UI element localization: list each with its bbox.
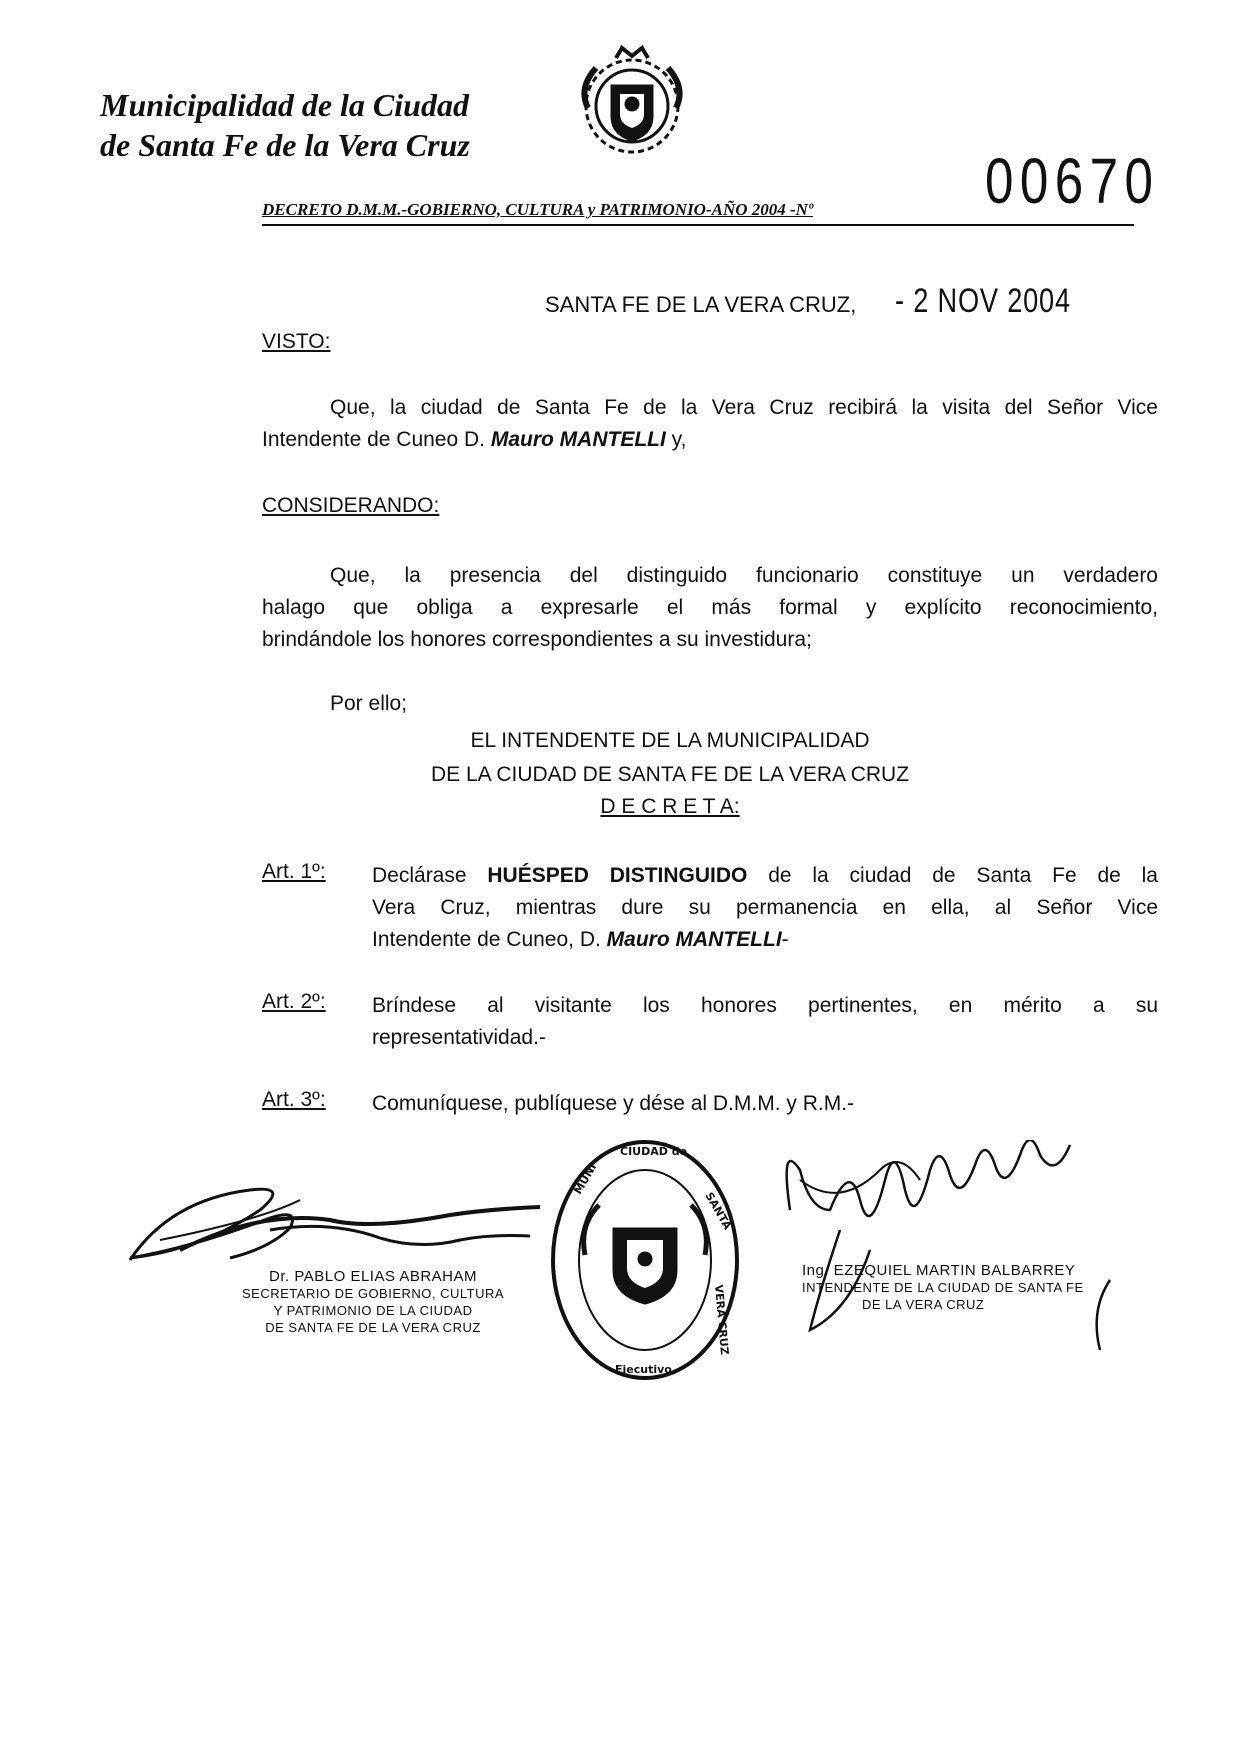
municipality-line-2: de Santa Fe de la Vera Cruz <box>100 127 470 163</box>
authority-line-2: DE LA CIUDAD DE SANTA FE DE LA VERA CRUZ <box>430 763 910 786</box>
signature-left-title-3: DE SANTA FE DE LA VERA CRUZ <box>265 1320 481 1335</box>
date-place: SANTA FE DE LA VERA CRUZ, <box>545 292 857 317</box>
coat-of-arms-icon <box>568 38 696 166</box>
considerando-line-3: brindándole los honores correspondientes a su investidura; <box>262 628 812 651</box>
decreto-label: DECRETO D.M.M.-GOBIERNO, CULTURA y PATRIMONIO-AÑO 2004 -Nº <box>262 200 814 219</box>
signature-left-name: Dr. PABLO ELIAS ABRAHAM <box>269 1268 478 1285</box>
article-1-label: Art. 1º: <box>262 860 326 883</box>
decreta-text: D E C R E T A: <box>600 795 740 818</box>
considerando-line-2: halago que obliga a expresarle el más formal y explícito reconocimiento, <box>262 596 1158 619</box>
visto-end: y, <box>665 428 687 451</box>
decreto-number: 00670 <box>985 145 1160 217</box>
article-1-line-1 <box>372 860 1158 892</box>
article-1-bold: HUÉSPED DISTINGUIDO <box>487 864 748 887</box>
visto-text: Intendente de Cuneo D. <box>262 428 491 451</box>
authority-line-1: EL INTENDENTE DE LA MUNICIPALIDAD <box>470 729 870 752</box>
visto-line-2 <box>262 424 686 456</box>
signature-right-block <box>802 1262 1084 1313</box>
svg-text:Ejecutivo: Ejecutivo <box>615 1363 672 1376</box>
article-2-line-2: representatividad.- <box>372 1026 546 1049</box>
svg-text:MUNI: MUNI <box>571 1161 600 1197</box>
signature-left-block <box>242 1268 504 1336</box>
article-1-line-2: Vera Cruz, mientras dure su permanencia en ella, al Señor Vice <box>372 896 1158 919</box>
svg-text:VERA CRUZ: VERA CRUZ <box>712 1284 732 1356</box>
por-ello: Por ello; <box>330 692 408 715</box>
considerando-heading: CONSIDERANDO: <box>262 494 440 517</box>
article-3-line-1: Comuníquese, publíquese y dése al D.M.M. y R.M.- <box>372 1092 855 1115</box>
svg-text:SANTA: SANTA <box>702 1190 735 1232</box>
visto-heading: VISTO: <box>262 330 331 353</box>
signature-left-title-2: Y PATRIMONIO DE LA CIUDAD <box>273 1303 473 1318</box>
article-1-pre: Declárase <box>372 864 488 887</box>
signature-right-name: Ing. EZEQUIEL MARTIN BALBARREY <box>802 1262 1076 1279</box>
date-stamp: - 2 NOV 2004 <box>895 282 1071 320</box>
signature-right-scribble <box>780 1140 1150 1365</box>
signature-right-title-2: DE LA VERA CRUZ <box>862 1297 985 1312</box>
decreta-heading <box>330 790 1010 824</box>
article-2-line-1: Bríndese al visitante los honores pertinentes, en mérito a su <box>372 994 1158 1017</box>
visto-name: Mauro MANTELLI <box>490 428 666 451</box>
signature-left-title-1: SECRETARIO DE GOBIERNO, CULTURA <box>242 1286 505 1301</box>
municipality-name <box>100 85 470 165</box>
signature-right-title-1: INTENDENTE DE LA CIUDAD DE SANTA FE <box>802 1280 1084 1295</box>
considerando-line-1: Que, la presencia del distinguido funcionario constituye un verdadero <box>330 564 1158 587</box>
visto-line-1: Que, la ciudad de Santa Fe de la Vera Cruz recibirá la visita del Señor Vice <box>330 396 1158 419</box>
signature-left-scribble <box>120 1170 550 1280</box>
municipality-line-1: Municipalidad de la Ciudad <box>100 87 469 123</box>
article-3-label: Art. 3º: <box>262 1088 326 1111</box>
article-1-rest: de la ciudad de Santa Fe de la <box>747 864 1158 887</box>
article-1-l3-pre: Intendente de Cuneo, D. <box>372 928 607 951</box>
article-1-l3-post: - <box>781 928 789 951</box>
official-seal-icon <box>545 1135 745 1385</box>
article-1-name: Mauro MANTELLI <box>606 928 782 951</box>
svg-text:CIUDAD de: CIUDAD de <box>620 1145 688 1158</box>
article-1-line-3 <box>372 924 789 956</box>
article-2-label: Art. 2º: <box>262 990 326 1013</box>
